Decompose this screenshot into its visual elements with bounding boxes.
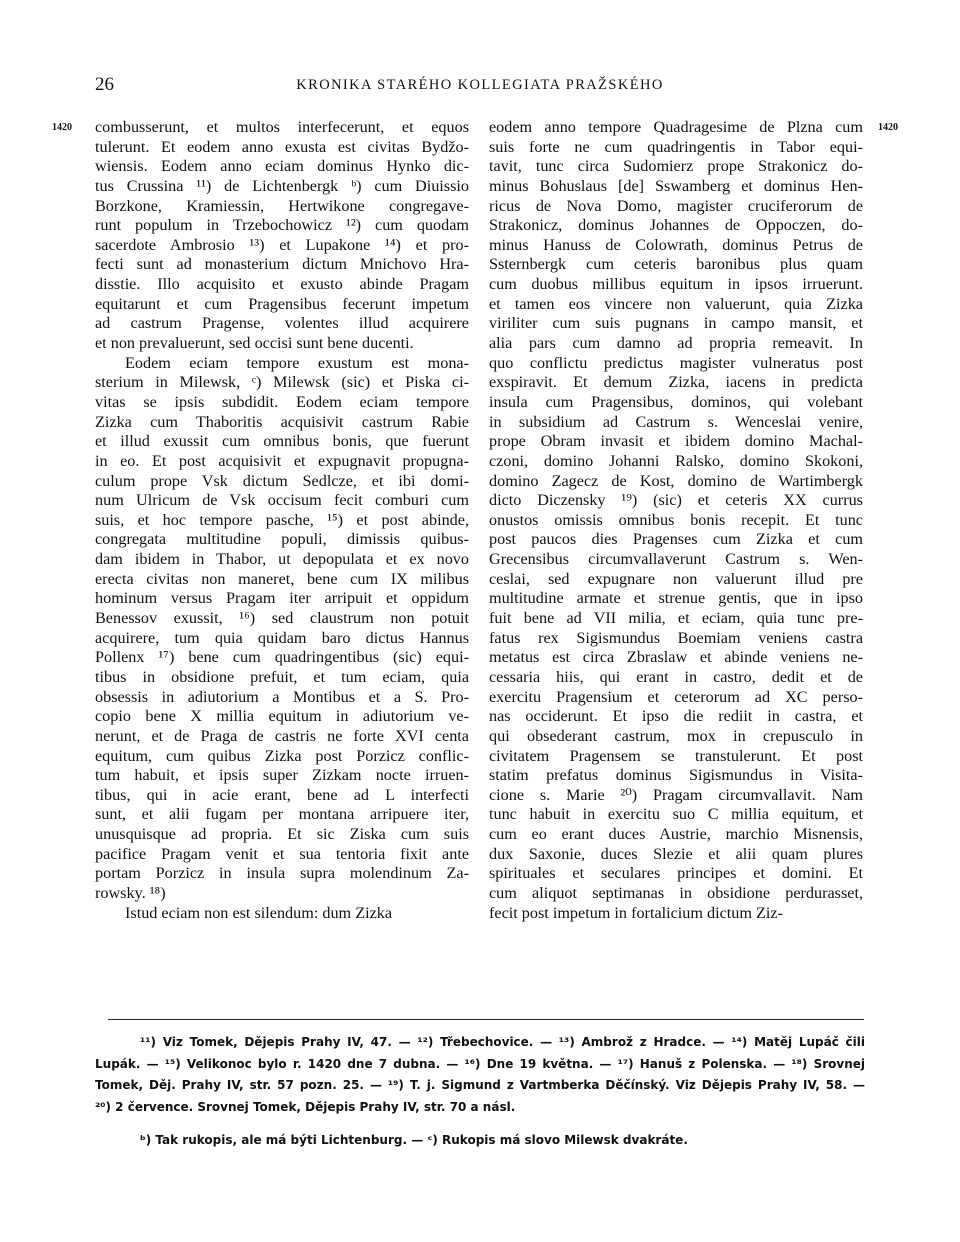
text-line: metatus est circa Zbraslaw et abinde veniens ne- bbox=[489, 648, 863, 667]
text-line: combusserunt, et multos interfecerunt, et equos bbox=[95, 118, 469, 136]
text-line: congregata multitudine populi, dimissis quibus- bbox=[95, 530, 469, 549]
text-line: cum duobus millibus equitum in ipsos irruerunt. bbox=[489, 275, 863, 294]
text-line: acquirere, tum quia quidam baro dictus Hannus bbox=[95, 628, 469, 647]
text-line: tulerunt. Et eodem anno exusta est civitas Bydžo- bbox=[95, 137, 469, 156]
text-line: tibus, qui in acie erant, bene ad L interfecti bbox=[95, 785, 469, 804]
text-line: rowsky. ¹⁸) bbox=[95, 883, 166, 902]
text-line: equitum, cum quibus Zizka post Porzicz conflic- bbox=[95, 746, 469, 765]
text-line: erecta civitas non maneret, bene cum IX milibus bbox=[95, 569, 469, 588]
text-line: viriliter cum suis pugnans in campo mansit, et bbox=[489, 314, 863, 333]
text-line: culum prope Vsk dictum Sedlcze, et ibi domi- bbox=[95, 471, 469, 490]
text-line: qui obsederant castrum, mox in crepusculo in bbox=[489, 726, 863, 745]
text-line: cum aliquot septimanas in obsidione perdurasset, bbox=[489, 883, 863, 902]
text-line: Grecensibus circumvallaverunt Castrum s. Wen- bbox=[489, 550, 863, 569]
text-line: onustos omissis omnibus bonis recepit. Et tunc bbox=[489, 510, 863, 529]
text-line: exspiravit. Et demum Zizka, iacens in predicta bbox=[489, 373, 863, 392]
text-line: tibus in obsidione prefuit, et tum eciam, quia bbox=[95, 667, 469, 686]
text-line: fecit post impetum in fortalicium dictum Ziz- bbox=[489, 903, 783, 922]
text-line: suis forte ne cum quadringentis in Tabor equi- bbox=[489, 137, 863, 156]
text-line: tunc habuit in exercitu suo C millia equitum, et bbox=[489, 805, 863, 824]
text-column-left bbox=[95, 118, 469, 923]
margin-year-left: 1420 bbox=[52, 122, 72, 133]
text-line: eodem anno tempore Quadragesime de Plzna cum bbox=[489, 118, 863, 136]
text-column-right bbox=[489, 118, 863, 923]
text-line: sunt, et alii fugam per montana arripuere iter, bbox=[95, 805, 469, 824]
text-line: ceslai, sed expugnare non valuerunt illud pre bbox=[489, 569, 863, 588]
text-line: suis, et hoc tempore pasche, ¹⁵) et post abinde, bbox=[95, 510, 469, 529]
text-line: fuit bene ad VII milia, et eciam, quia tunc pre- bbox=[489, 609, 863, 628]
text-line: cum eo erant duces Austrie, marchio Misnensis, bbox=[489, 825, 863, 844]
text-line: fatus rex Sigismundus Boemiam veniens castra bbox=[489, 628, 863, 647]
text-line: unusquisque ad propria. Et sic Ziska cum suis bbox=[95, 825, 469, 844]
footnote-line: Tomek, Děj. Prahy IV, str. 57 pozn. 25. — ¹⁹) T. j. Sigmund z Vartmberka Děčínský. Viz Dějepis Prahy IV, 58. — bbox=[95, 1078, 865, 1092]
text-line: et tamen eos vincere non valuerunt, quia Zizka bbox=[489, 294, 863, 313]
text-line: disstie. Illo acquisito et exusto abinde Pragam bbox=[95, 275, 469, 294]
text-line: cione s. Marie ²⁰) Pragam circumvallavit. Nam bbox=[489, 785, 863, 804]
text-line: fecti sunt ad monasterium dictum Mnichovo Hra- bbox=[95, 255, 469, 274]
text-line: Ssternbergk cum ceteris baronibus plus quam bbox=[489, 255, 863, 274]
text-line: equitarunt et cum Pragensibus fecerunt impetum bbox=[95, 294, 469, 313]
text-line: quo conflictu predictus magister vulneratus post bbox=[489, 353, 863, 372]
text-line: pacifice Pragam venit et sua tentoria fixit ante bbox=[95, 844, 469, 863]
text-line: et non prevaluerunt, sed occisi sunt bene ducenti. bbox=[95, 334, 414, 353]
text-line: portam Porzicz in insula supra molendinum Za- bbox=[95, 864, 469, 883]
footnote-rule bbox=[108, 1019, 864, 1020]
text-line: alia pars cum damno ad propria remeavit. In bbox=[489, 334, 863, 353]
text-line: Strakonicz, dominus Johannes de Oppoczen, do- bbox=[489, 216, 863, 235]
text-line: Zizka cum Thaboritis acquisivit castrum Rabie bbox=[95, 412, 469, 431]
text-line: et illud exussit cum omnibus bonis, que fuerunt bbox=[95, 432, 469, 451]
text-line: sacerdote Ambrosio ¹³) et Lupakone ¹⁴) et pro- bbox=[95, 235, 469, 254]
text-line: obsessis in adiutorium a Montibus et a S. Pro- bbox=[95, 687, 469, 706]
text-line: Benessov exussit, ¹⁶) sed claustrum non potuit bbox=[95, 609, 469, 628]
text-line: nas occiderunt. Et ipso die rediit in castra, et bbox=[489, 707, 863, 726]
footnotes bbox=[95, 1032, 865, 1152]
text-line: in subsidium ad Castrum s. Wenceslai venire, bbox=[489, 412, 863, 431]
text-line: Istud eciam non est silendum: dum Zizka bbox=[125, 903, 393, 922]
footnote-line: ¹¹) Viz Tomek, Dějepis Prahy IV, 47. — ¹²) Třebechovice. — ¹³) Ambrož z Hradce. — ¹⁴) Matěj Lupáč čili bbox=[140, 1035, 865, 1049]
text-line: runt populum in Trzebochowicz ¹²) cum quodam bbox=[95, 216, 469, 235]
footnote-variants: ᵇ) Tak rukopis, ale má býti Lichtenburg. — ᶜ) Rukopis má slovo Milewsk dvakráte. bbox=[140, 1133, 688, 1147]
text-line: dux Saxonie, duces Slezie et alii quam plures bbox=[489, 844, 863, 863]
text-line: tus Crussina ¹¹) de Lichtenbergk ᵇ) cum Diuissio bbox=[95, 176, 469, 195]
text-line: ricus de Nova Domo, magister cruciferorum de bbox=[489, 196, 863, 215]
footnote-line: ²⁰) 2 července. Srovnej Tomek, Dějepis Prahy IV, str. 70 a násl. bbox=[95, 1099, 516, 1114]
text-line: Pollenx ¹⁷) bene cum quadringentibus (sic) equi- bbox=[95, 648, 469, 667]
text-line: dicto Diczensky ¹⁹) (sic) et ceteris XX currus bbox=[489, 491, 863, 510]
text-line: copio bene X millia equitum in adiutorium ve- bbox=[95, 707, 469, 726]
text-line: hominum versus Pragam iter arripuit et oppidum bbox=[95, 589, 469, 608]
running-head bbox=[95, 74, 865, 98]
text-line: domino Zagecz de Kost, domino de Wartimbergk bbox=[489, 471, 863, 490]
text-line: tum habuit, et ipsis super Zizkam nocte irruen- bbox=[95, 766, 469, 785]
text-line: post paucos dies Pragenses cum Zizka et cum bbox=[489, 530, 863, 549]
text-line: exercitu Pragensium et ceterorum ad XC perso- bbox=[489, 687, 863, 706]
text-line: Borzkone, Kramiessin, Hertwikone congregave- bbox=[95, 196, 469, 215]
text-line: vitas se ipsis subdidit. Eodem eciam tempore bbox=[95, 392, 469, 411]
margin-year-right: 1420 bbox=[878, 122, 898, 133]
text-line: czoni, domino Johanni Ralsko, domino Skokoni, bbox=[489, 451, 863, 470]
text-line: ad castrum Pragense, volentes illud acquirere bbox=[95, 314, 469, 333]
text-line: civitatem Pragensem se transtulerunt. Et post bbox=[489, 746, 863, 765]
text-line: wiensis. Eodem anno eciam dominus Hynko dic- bbox=[95, 157, 469, 176]
page-number: 26 bbox=[95, 74, 114, 95]
text-line: statim prefatus dominus Sigismundus in Visita- bbox=[489, 766, 863, 785]
text-line: tavit, tunc circa Sudomierz prope Strakonicz do- bbox=[489, 157, 863, 176]
footnote-line: Lupák. — ¹⁵) Velikonoc bylo r. 1420 dne 7 dubna. — ¹⁶) Dne 19 května. — ¹⁷) Hanuš z Polenska. — ¹⁸) Srovnej bbox=[95, 1056, 865, 1071]
text-line: in eo. Et post acquisivit et expugnavit propugna- bbox=[95, 451, 469, 470]
text-line: nerunt, et de Praga de castris ne forte XVI centa bbox=[95, 726, 469, 745]
text-line: minus Hanuss de Colowrath, dominus Petrus de bbox=[489, 235, 863, 254]
text-line: num Ulricum de Vsk occisum fecit comburi cum bbox=[95, 491, 469, 510]
text-line: minus Bohuslaus [de] Sswamberg et dominus Hen- bbox=[489, 176, 863, 195]
text-line: spirituales et seculares principes et domini. Et bbox=[489, 864, 863, 883]
text-line: multitudine armate et strenue gentis, que in ipso bbox=[489, 589, 863, 608]
text-line: Eodem eciam tempore exustum est mona- bbox=[125, 353, 469, 372]
text-line: sterium in Milewsk, ᶜ) Milewsk (sic) et Piska ci- bbox=[95, 373, 469, 392]
text-line: cessaria hiis, qui erant in castro, dedit et de bbox=[489, 667, 863, 686]
text-line: insula cum Pragensibus, dominos, qui volebant bbox=[489, 392, 863, 411]
running-title: KRONIKA STARÉHO KOLLEGIATA PRAŽSKÉHO bbox=[296, 77, 664, 93]
text-line: prope Obram invasit et ibidem domino Machal- bbox=[489, 432, 863, 451]
text-line: dam ibidem in Thabor, ut depopulata et ex novo bbox=[95, 550, 469, 569]
